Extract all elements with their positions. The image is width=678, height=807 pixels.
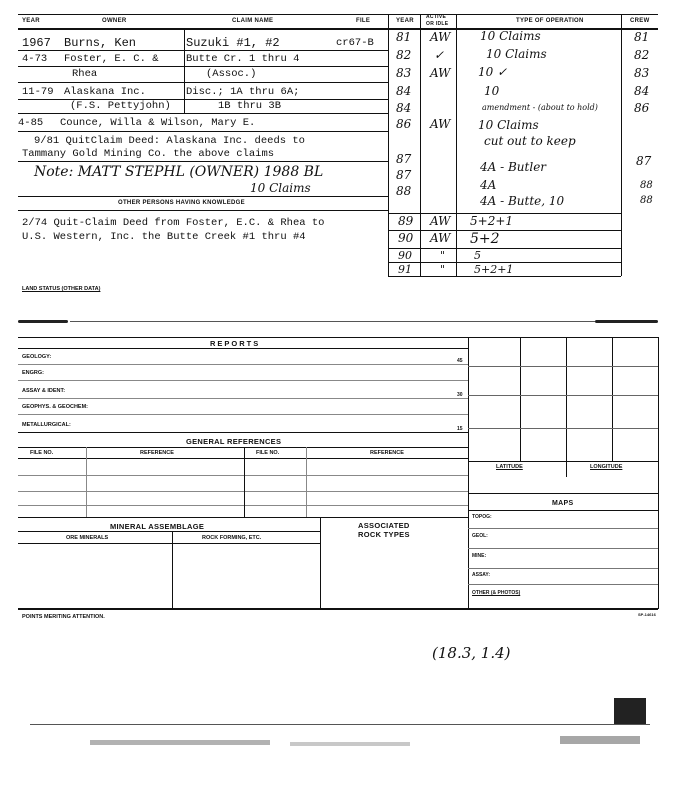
ownership-claim: Disc.; 1A thru 6A; <box>186 86 300 98</box>
activity-crew: 84 <box>634 84 650 98</box>
ownership-owner: Rhea <box>72 68 98 80</box>
report-row-label: METALLURGICAL: <box>22 422 71 428</box>
activity-type: 5+2+1 <box>474 263 514 276</box>
activity-type: 5+2 <box>470 231 500 247</box>
activity-year: 84 <box>396 101 412 115</box>
header-active: ACTIVE <box>426 14 447 20</box>
activity-year: 90 <box>398 249 412 262</box>
activity-year: 88 <box>396 184 412 198</box>
activity-year: 82 <box>396 48 412 62</box>
reports-title: REPORTS <box>210 339 261 348</box>
ownership-claim: Suzuki #1, #2 <box>186 36 280 50</box>
header-crew: CREW <box>630 18 650 24</box>
report-row-label: GEOLOGY: <box>22 354 52 360</box>
quitclaim-line-2: U.S. Western, Inc. the Butte Creek #1 thru #4 <box>22 231 306 243</box>
activity-crew: 87 <box>636 154 652 168</box>
ownership-owner: Foster, E. C. & <box>64 53 159 65</box>
header-owner: OWNER <box>102 18 127 24</box>
general-references-title: GENERAL REFERENCES <box>186 437 282 446</box>
report-scale-number: 15 <box>457 426 463 432</box>
rock-forming-label: ROCK FORMING, ETC. <box>202 535 262 541</box>
activity-active: AW <box>430 231 451 245</box>
map-coordinate-note: (18.3, 1.4) <box>432 644 511 662</box>
ownership-owner: Alaskana Inc. <box>64 86 146 98</box>
activity-type: 4A - Butler <box>480 160 547 174</box>
activity-type: 5+2+1 <box>470 214 514 228</box>
latitude-label: LATITUDE <box>496 464 523 470</box>
activity-type: cut out to keep <box>484 134 576 148</box>
activity-year: 84 <box>396 84 412 98</box>
activity-active: AW <box>430 214 451 228</box>
ownership-file: cr67-B <box>336 37 374 49</box>
ownership-claim: 1B thru 3B <box>218 100 282 112</box>
activity-year: 81 <box>396 30 412 44</box>
activity-crew: 83 <box>634 66 650 80</box>
activity-active: ✓ <box>434 48 445 62</box>
activity-type: 4A - Butte, 10 <box>480 194 565 208</box>
ref-col-reference: REFERENCE <box>140 450 174 456</box>
activity-type: 10 Claims <box>486 47 547 61</box>
activity-type: 10 ✓ <box>478 65 508 79</box>
activity-crew: 88 <box>640 195 653 206</box>
activity-type: amendment - (about to hold) <box>482 103 598 112</box>
activity-active: AW <box>430 30 451 44</box>
longitude-label: LONGITUDE <box>590 464 623 470</box>
form-number: SP-14616 <box>638 612 656 617</box>
ownership-claim: (Assoc.) <box>206 68 257 80</box>
associated-title: ASSOCIATED <box>358 521 410 530</box>
ownership-owner: (F.S. Pettyjohn) <box>70 100 171 112</box>
ownership-claim: Butte Cr. 1 thru 4 <box>186 53 300 65</box>
ref-col-reference-2: REFERENCE <box>370 450 404 456</box>
report-scale-number: 30 <box>457 392 463 398</box>
handwritten-owner-note: Note: MATT STEPHL (OWNER) 1988 BL <box>34 164 324 180</box>
activity-year: 83 <box>396 66 412 80</box>
activity-active: " <box>440 263 446 276</box>
header-year: YEAR <box>22 18 40 24</box>
map-row-label: OTHER (& PHOTOS) <box>472 590 521 596</box>
activity-crew: 88 <box>640 180 653 191</box>
header-year-2: YEAR <box>396 18 414 24</box>
header-or-idle: OR IDLE <box>426 21 449 27</box>
activity-type: 5 <box>474 249 481 262</box>
knowledge-header: OTHER PERSONS HAVING KNOWLEDGE <box>118 200 245 206</box>
rock-types-title: ROCK TYPES <box>358 530 410 539</box>
activity-year: 89 <box>398 214 414 228</box>
ownership-year: 4-85 <box>18 117 44 129</box>
report-row-label: ASSAY & IDENT: <box>22 388 66 394</box>
activity-crew: 81 <box>634 30 650 44</box>
ownership-owner: Counce, Willa & Wilson, Mary E. <box>60 117 256 129</box>
activity-crew: 82 <box>634 48 650 62</box>
map-row-label: TOPOG: <box>472 514 492 520</box>
report-row-label: ENGRG: <box>22 370 44 376</box>
header-file: FILE <box>356 18 371 24</box>
activity-active: AW <box>430 117 451 131</box>
activity-type: 10 Claims <box>478 118 539 132</box>
activity-active: " <box>440 249 446 262</box>
activity-year: 91 <box>398 263 412 276</box>
report-row-label: GEOPHYS. & GEOCHEM: <box>22 404 89 410</box>
ref-col-file-no-2: FILE NO. <box>256 450 280 456</box>
mineral-assemblage-title: MINERAL ASSEMBLAGE <box>110 522 205 531</box>
quitclaim-line-1: 2/74 Quit-Claim Deed from Foster, E.C. & Rhea to <box>22 217 325 229</box>
activity-year: 87 <box>396 168 412 182</box>
ore-minerals-label: ORE MINERALS <box>66 535 109 541</box>
activity-type: 4A <box>480 178 497 192</box>
deed-note-line-1: 9/81 QuitClaim Deed: Alaskana Inc. deeds to <box>34 135 305 147</box>
activity-type: 10 <box>484 84 500 98</box>
ownership-year: 11-79 <box>22 86 54 98</box>
activity-crew: 86 <box>634 101 650 115</box>
report-scale-number: 45 <box>457 358 463 364</box>
points-meriting-attention: POINTS MERITING ATTENTION. <box>22 614 105 620</box>
activity-type: 10 Claims <box>480 29 541 43</box>
deed-note-line-2: Tammany Gold Mining Co. the above claims <box>22 148 275 160</box>
activity-year: 86 <box>396 117 412 131</box>
header-type-of-operation: TYPE OF OPERATION <box>516 18 584 24</box>
map-row-label: GEOL: <box>472 533 488 539</box>
maps-title: MAPS <box>552 500 574 507</box>
ref-col-file-no: FILE NO. <box>30 450 54 456</box>
handwritten-claims-note: 10 Claims <box>250 181 311 195</box>
land-status-label: LAND STATUS (OTHER DATA) <box>22 286 101 292</box>
map-row-label: MINE: <box>472 553 487 559</box>
ownership-owner: Burns, Ken <box>64 36 137 50</box>
ownership-year: 1967 <box>22 36 51 50</box>
ownership-year: 4-73 <box>22 53 48 65</box>
activity-year: 90 <box>398 231 414 245</box>
activity-active: AW <box>430 66 451 80</box>
header-claim-name: CLAIM NAME <box>232 18 274 24</box>
map-row-label: ASSAY: <box>472 572 491 578</box>
activity-year: 87 <box>396 152 412 166</box>
